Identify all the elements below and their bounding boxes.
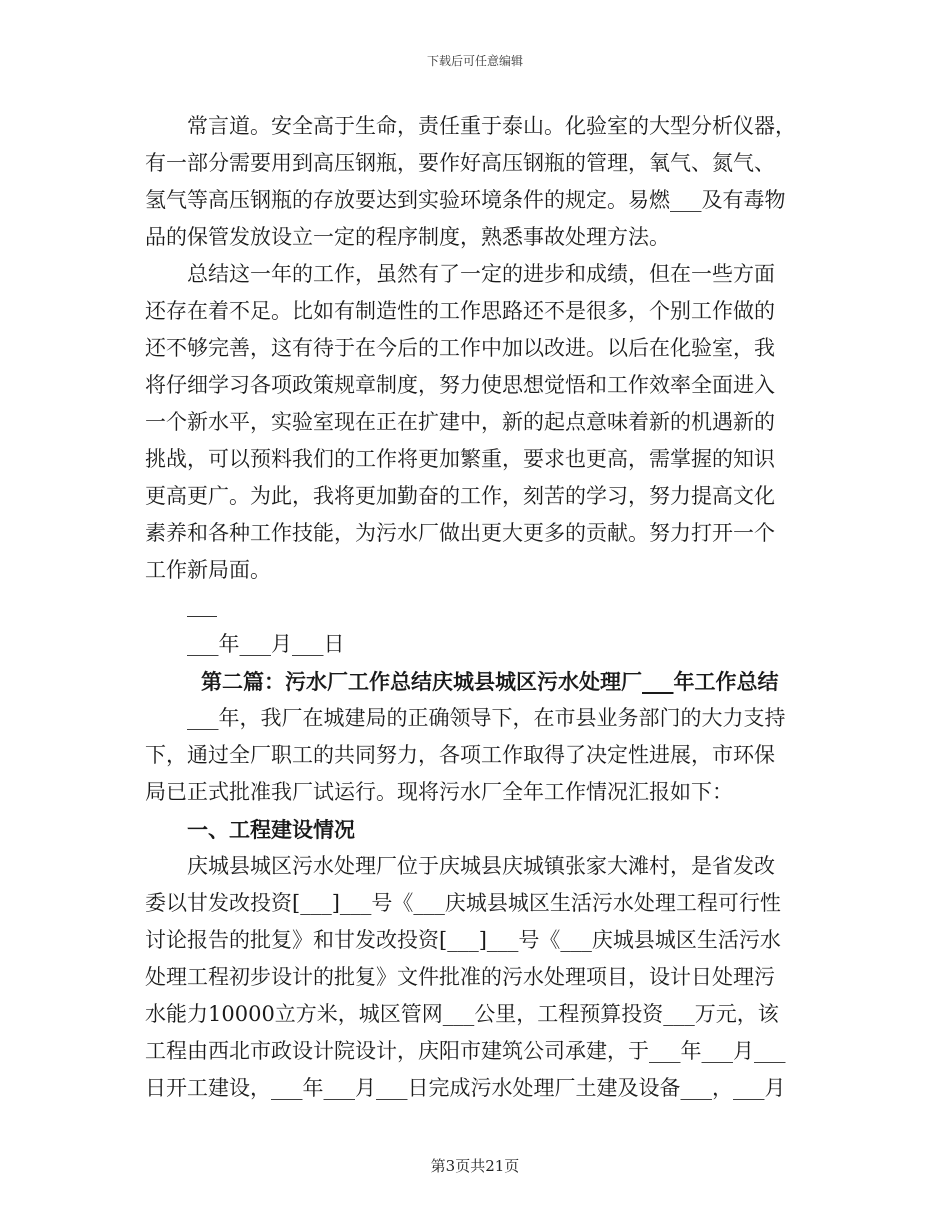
signature-rule: [187, 616, 217, 617]
document-body: [145, 108, 805, 1107]
paragraph-line: 工作新局面。: [145, 558, 271, 582]
paragraph-line: 委以甘发改投资[___]___号《___庆城县城区生活污水处理工程可行性: [145, 891, 781, 915]
subheading: 一、工程建设情况: [187, 817, 355, 842]
paragraph-line: 下，通过全厂职工的共同努力，各项工作取得了决定性进展，市环保: [145, 743, 775, 767]
date-line: ___年___月___日: [187, 632, 345, 656]
paragraph-line: 还存在着不足。比如有制造性的工作思路还不是很多，个别工作做的: [145, 299, 775, 323]
page-header-note: 下载后可任意编辑: [426, 54, 523, 68]
paragraph-line: 品的保管发放设立一定的程序制度，熟悉事故处理方法。: [145, 225, 670, 249]
paragraph-line: 还不够完善，这有待于在今后的工作中加以改进。以后在化验室，我: [145, 336, 775, 360]
paragraph-line: 工程由西北市政设计院设计，庆阳市建筑公司承建，于___年___月___: [145, 1039, 786, 1063]
paragraph-line: 素养和各种工作技能，为污水厂做出更大更多的贡献。努力打开一个: [145, 521, 775, 545]
paragraph-line: 挑战，可以预料我们的工作将更加繁重，要求也更高，需掌握的知识: [145, 447, 775, 471]
paragraph-line: 局已正式批准我厂试运行。现将污水厂全年工作情况汇报如下：: [145, 780, 733, 804]
paragraph-line: ___年，我厂在城建局的正确领导下，在市县业务部门的大力支持: [187, 706, 786, 730]
paragraph-line: 日开工建设，___年___月___日完成污水处理厂土建及设备___，___月: [145, 1076, 786, 1100]
paragraph-line: 讨论报告的批复》和甘发改投资[___]___号《___庆城县城区生活污水: [145, 928, 781, 952]
paragraph-line: 水能力10000立方米，城区管网___公里，工程预算投资___万元，该: [145, 1002, 779, 1026]
paragraph-line: 总结这一年的工作，虽然有了一定的进步和成绩，但在一些方面: [187, 262, 775, 286]
paragraph-line: 处理工程初步设计的批复》文件批准的污水处理项目，设计日处理污: [145, 965, 775, 989]
paragraph-line: 有一部分需要用到高压钢瓶，要作好高压钢瓶的管理，氧气、氮气、: [145, 151, 775, 175]
page-number: 第3页共21页: [430, 1157, 520, 1175]
paragraph-line: 氢气等高压钢瓶的存放要达到实验环境条件的规定。易燃___及有毒物: [145, 188, 786, 212]
paragraph-line: 庆城县城区污水处理厂位于庆城县庆城镇张家大滩村，是省发改: [187, 854, 775, 878]
signature-blank: [145, 589, 805, 626]
section-title: 第二篇：污水厂工作总结庆城县城区污水处理厂___年工作总结: [201, 669, 779, 694]
paragraph-line: 将仔细学习各项政策规章制度，努力使思想觉悟和工作效率全面进入: [145, 373, 775, 397]
paragraph-line: 常言道。安全高于生命，责任重于泰山。化验室的大型分析仪器，: [187, 114, 796, 138]
paragraph-line: 更高更广。为此，我将更加勤奋的工作，刻苦的学习，努力提高文化: [145, 484, 775, 508]
paragraph-line: 一个新水平，实验室现在正在扩建中，新的起点意味着新的机遇新的: [145, 410, 775, 434]
